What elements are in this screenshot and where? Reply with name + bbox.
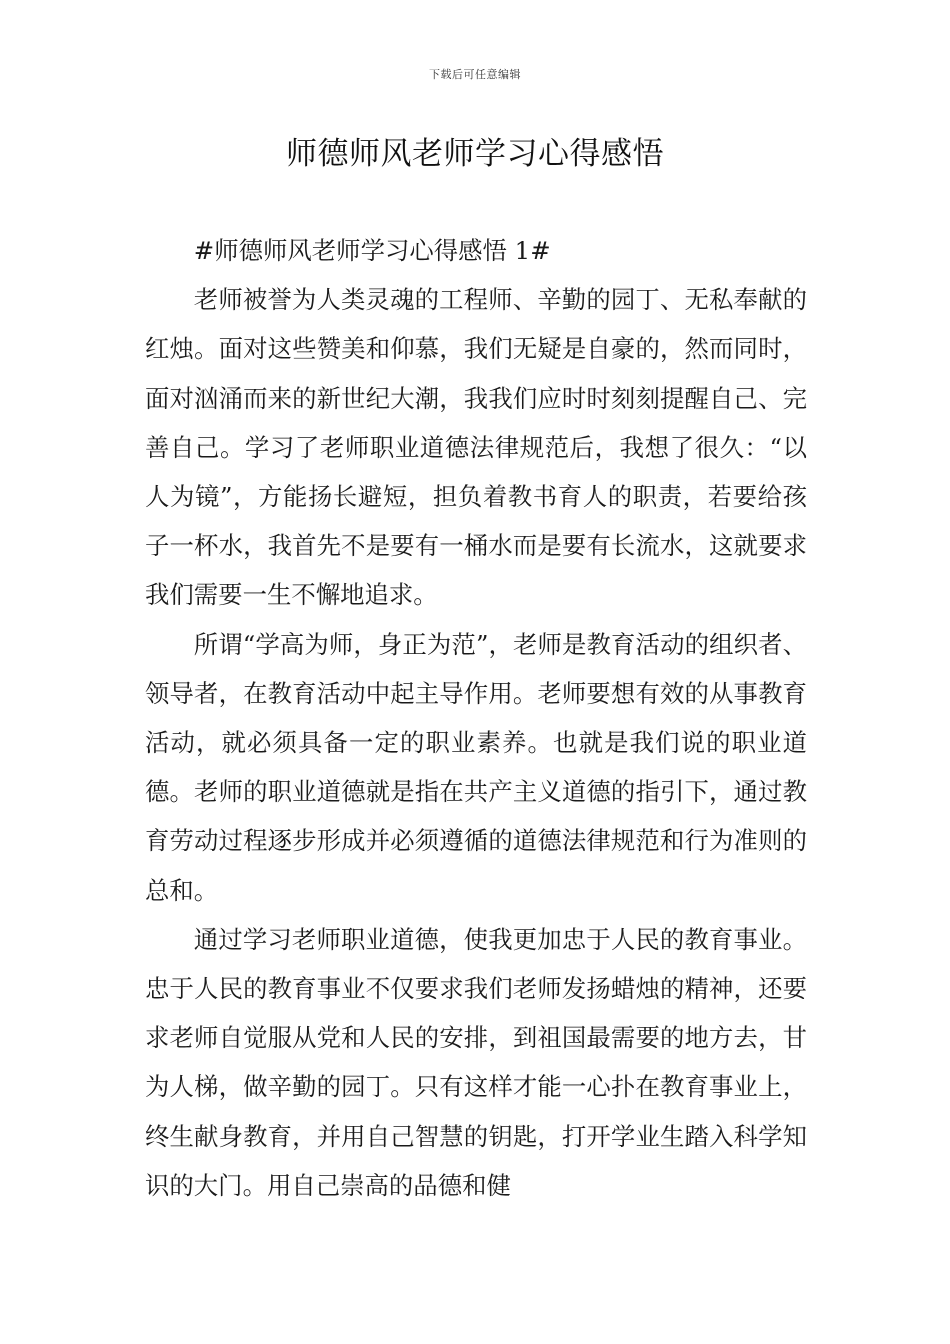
paragraph-2: 所谓“学高为师，身正为范”，老师是教育活动的组织者、领导者，在教育活动中起主导作用。老师要想有效的从事教育活动，就必须具备一定的职业素养。也就是我们说的职业道德。老师的职业道德就是指在共产主义道德的指引下，通过教育劳动过程逐步形成并必须遵循的道德法律规范和行为准则的总和。 — [145, 629, 807, 905]
section-heading: #师德师风老师学习心得感悟 1# — [193, 236, 551, 265]
document-body — [145, 226, 807, 1210]
document-title: 师德师风老师学习心得感悟 — [286, 136, 664, 172]
paragraph-1: 老师被誉为人类灵魂的工程师、辛勤的园丁、无私奉献的红烛。面对这些赞美和仰慕，我们无疑是自豪的，然而同时，面对汹涌而来的新世纪大潮，我我们应时时刻刻提醒自己、完善自己。学习了老师职业道德法律规范后，我想了很久：“以人为镜”，方能扬长避短，担负着教书育人的职责，若要给孩子一杯水，我首先不是要有一桶水而是要有长流水，这就要求我们需要一生不懈地追求。 — [145, 285, 807, 610]
paragraph-3: 通过学习老师职业道德，使我更加忠于人民的教育事业。忠于人民的教育事业不仅要求我们老师发扬蜡烛的精神，还要求老师自觉服从党和人民的安排，到祖国最需要的地方去，甘为人梯，做辛勤的园丁。只有这样才能一心扑在教育事业上，终生献身教育，并用自己智慧的钥匙，打开学业生踏入科学知识的大门。用自己崇高的品德和健 — [145, 924, 807, 1200]
header-note: 下载后可任意编辑 — [429, 68, 521, 81]
